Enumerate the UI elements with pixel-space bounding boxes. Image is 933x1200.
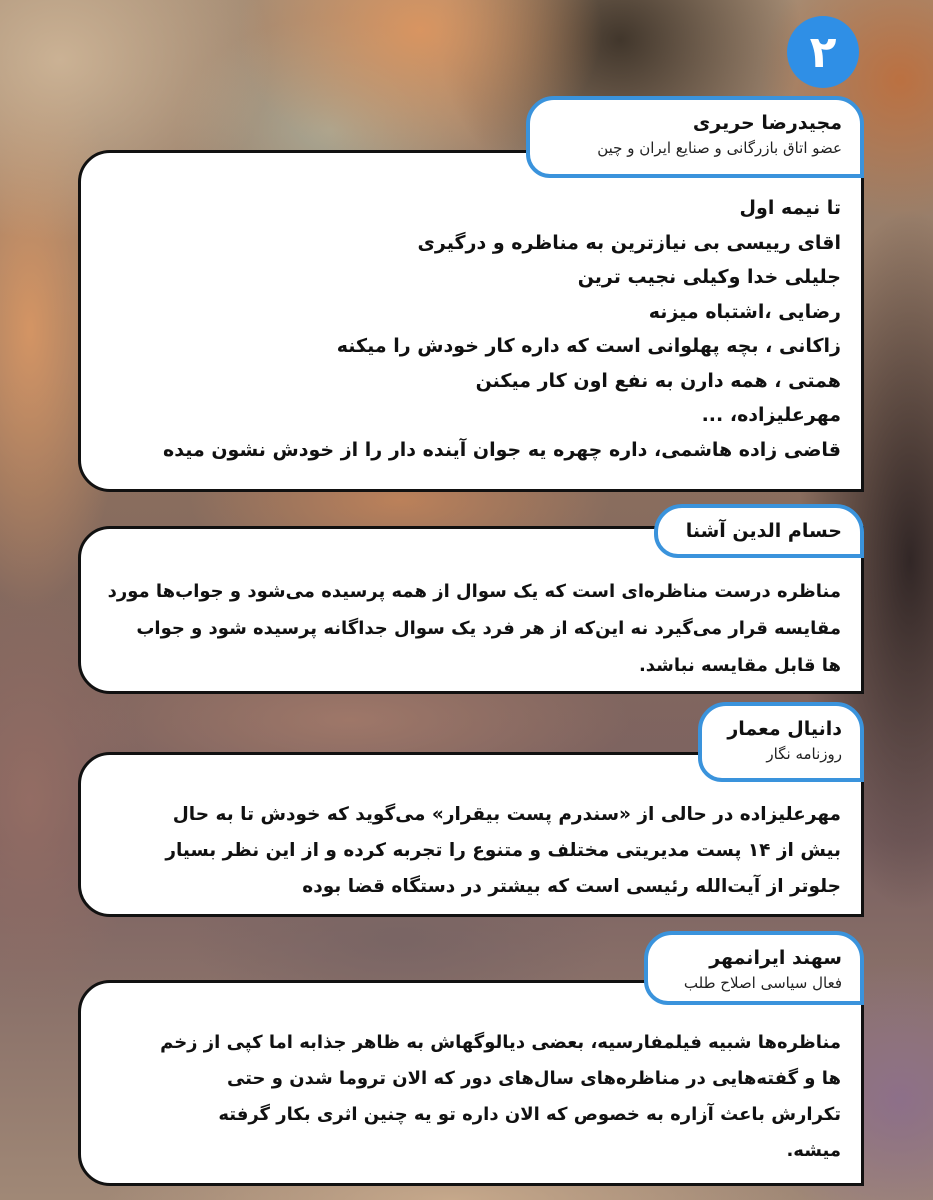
- quote-line: تا نیمه اول: [739, 197, 841, 219]
- quote-line: مهرعلیزاده، ...: [701, 404, 841, 426]
- speaker-tab-1: [526, 96, 864, 178]
- speaker-name: مجیدرضا حریری: [692, 112, 842, 134]
- quote-line: اقای رییسی بی نیازترین به مناظره و درگیری: [417, 231, 841, 254]
- quote-card-4: [78, 980, 864, 1186]
- quote-line: مناظره‌ها شبیه فیلمفارسیه، بعضی دیالوگهاش به ظاهر جذابه اما کپی از زخم: [160, 1032, 841, 1053]
- speaker-name: سهند ایرانمهر: [709, 947, 842, 969]
- quote-card-1: [78, 150, 864, 492]
- quote-line: میشه.: [786, 1140, 841, 1161]
- speaker-name: حسام الدین آشنا: [685, 520, 842, 542]
- page-number: ۲: [809, 26, 837, 78]
- speaker-tab-2: [654, 504, 864, 558]
- quote-line: ها و گفته‌هایی در مناظره‌های سال‌های دور که الان تروما شدن و حتی: [226, 1068, 841, 1089]
- quote-line: همتی ، همه دارن به نفع اون کار میکنن: [475, 369, 841, 392]
- quote-line: مقایسه قرار می‌گیرد نه این‌که از هر فرد یک سوال جداگانه پرسیده شود و جواب: [136, 618, 841, 639]
- quote-line: تکرارش باعث آزاره به خصوص که الان داره تو یه چنین اثری بکار گرفته: [218, 1104, 841, 1125]
- quote-text: [105, 1025, 841, 1169]
- quote-text: [105, 797, 841, 905]
- quote-line: جلیلی خدا وکیلی نجیب ترین: [577, 266, 841, 288]
- page-number-badge: [787, 16, 859, 88]
- speaker-role: عضو اتاق بازرگانی و صنایع ایران و چین: [597, 139, 842, 157]
- quote-text: [105, 573, 841, 684]
- speaker-role: فعال سیاسی اصلاح طلب: [683, 974, 842, 992]
- quote-line: قاضی زاده هاشمی، داره چهره یه جوان آینده دار را از خودش نشون میده: [163, 438, 841, 461]
- speaker-tab-3: [698, 702, 864, 782]
- quote-line: جلوتر از آیت‌الله رئیسی است که بیشتر در دستگاه قضا بوده: [302, 876, 841, 897]
- quote-text: [105, 191, 841, 467]
- speaker-name: دانیال معمار: [727, 718, 842, 740]
- quote-line: ها قابل مقایسه نباشد.: [638, 655, 841, 676]
- quote-line: بیش از ۱۴ پست مدیریتی مختلف و متنوع را تجربه کرده و از این نظر بسیار: [165, 840, 841, 861]
- quote-line: رضایی ،اشتباه میزنه: [648, 300, 841, 323]
- quote-line: زاکانی ، بچه پهلوانی است که داره کار خودش را میکنه: [336, 335, 841, 357]
- speaker-tab-4: [644, 931, 864, 1005]
- speaker-role: روزنامه نگار: [766, 745, 842, 763]
- quote-line: مناظره درست مناظره‌ای است که یک سوال از همه پرسیده می‌شود و جواب‌ها مورد: [107, 581, 841, 602]
- quote-line: مهرعلیزاده در حالی از «سندرم پست بیقرار» می‌گوید که خودش تا به حال: [172, 804, 841, 825]
